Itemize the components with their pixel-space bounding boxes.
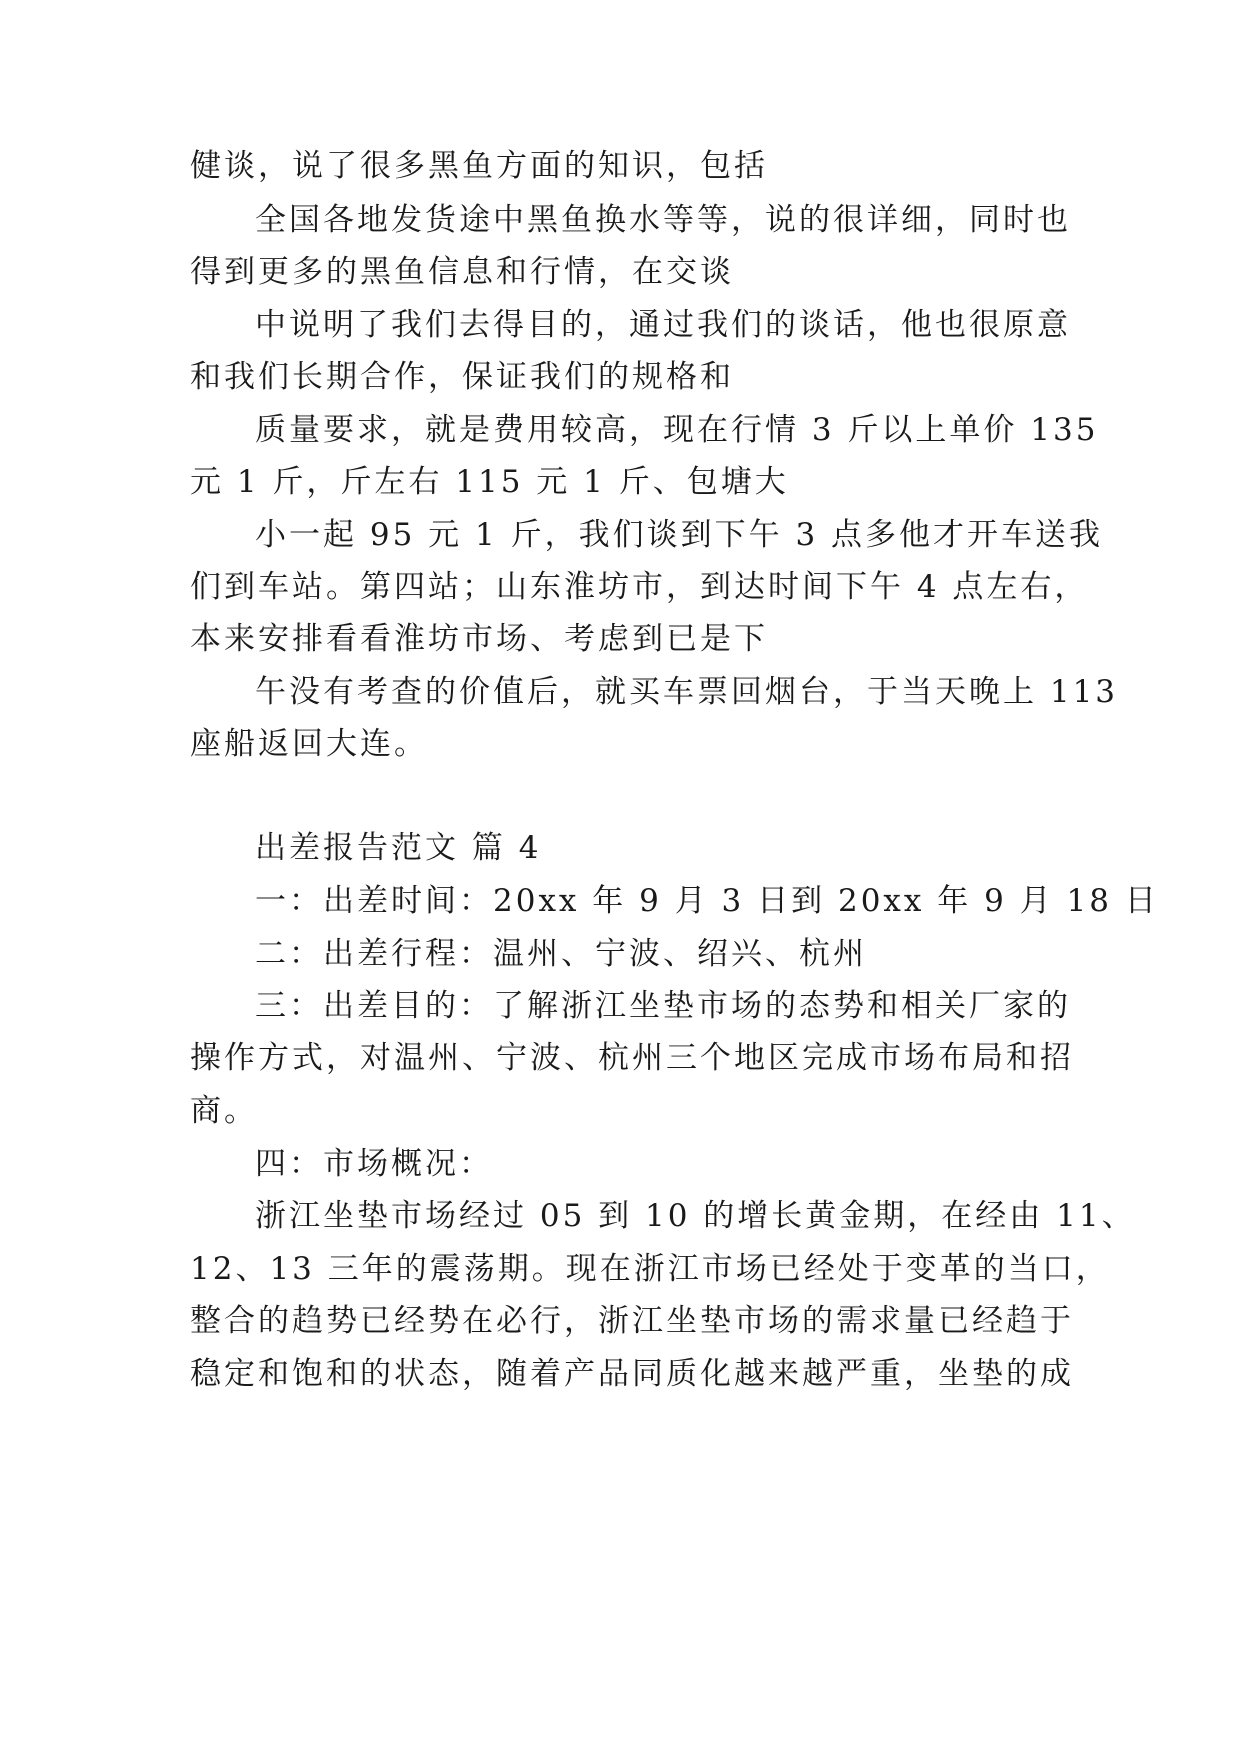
paragraph-line: 们到车站。第四站；山东淮坊市，到达时间下午 4 点左右，	[190, 569, 1089, 605]
paragraph-line: 质量要求，就是费用较高，现在行情 3 斤以上单价 135	[255, 412, 1099, 448]
paragraph-line: 和我们长期合作，保证我们的规格和	[190, 359, 734, 395]
paragraph-line: 商。	[190, 1093, 258, 1129]
paragraph-line: 全国各地发货途中黑鱼换水等等，说的很详细，同时也	[255, 202, 1071, 238]
paragraph-line: 稳定和饱和的状态，随着产品同质化越来越严重，坐垫的成	[190, 1356, 1074, 1392]
paragraph-line: 操作方式，对温州、宁波、杭州三个地区完成市场布局和招	[190, 1040, 1074, 1076]
paragraph-line: 一：出差时间：20xx 年 9 月 3 日到 20xx 年 9 月 18 日	[255, 883, 1159, 919]
paragraph-line: 12、13 三年的震荡期。现在浙江市场已经处于变革的当口，	[190, 1251, 1110, 1287]
paragraph-line: 四：市场概况：	[255, 1146, 493, 1182]
paragraph-line: 座船返回大连。	[190, 726, 428, 762]
paragraph-line: 中说明了我们去得目的，通过我们的谈话，他也很原意	[255, 307, 1071, 343]
paragraph-line: 二：出差行程：温州、宁波、绍兴、杭州	[255, 936, 867, 972]
section-heading: 出差报告范文 篇 4	[255, 830, 542, 866]
paragraph-line: 小一起 95 元 1 斤，我们谈到下午 3 点多他才开车送我	[255, 517, 1104, 553]
paragraph-line: 三：出差目的：了解浙江坐垫市场的态势和相关厂家的	[255, 988, 1071, 1024]
paragraph-line: 午没有考查的价值后，就买车票回烟台，于当天晚上 113	[255, 674, 1119, 710]
paragraph-line: 元 1 斤，斤左右 115 元 1 斤、包塘大	[190, 464, 789, 500]
paragraph-line: 浙江坐垫市场经过 05 到 10 的增长黄金期，在经由 11、	[255, 1198, 1136, 1234]
paragraph-line: 健谈，说了很多黑鱼方面的知识，包括	[190, 148, 768, 184]
paragraph-line: 本来安排看看淮坊市场、考虑到已是下	[190, 621, 768, 657]
paragraph-line: 得到更多的黑鱼信息和行情，在交谈	[190, 254, 734, 290]
paragraph-line: 整合的趋势已经势在必行，浙江坐垫市场的需求量已经趋于	[190, 1303, 1074, 1339]
